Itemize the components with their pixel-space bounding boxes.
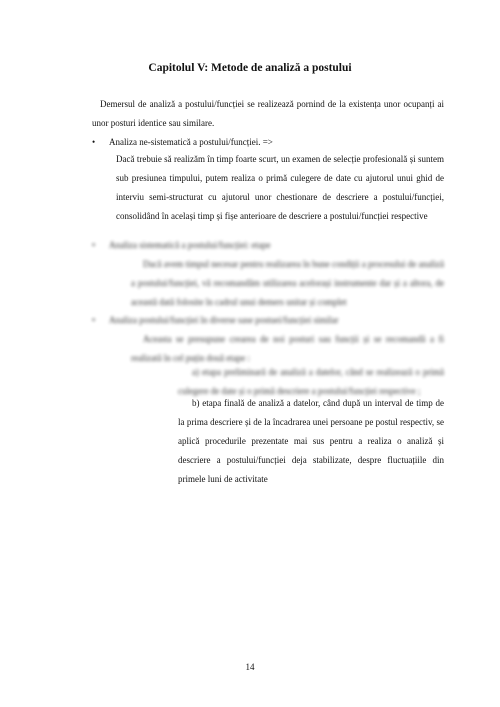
paragraph-2: Dacă avem timpul necesar pentru realizarea în bune condiții a procesului de analiză a postului/funcției, vă recomandăm utilizarea acelorași instrumente dar și a altora, de această dată folosite în cadrul unui demers unitar și complet	[131, 259, 444, 307]
bullet-icon: •	[92, 315, 96, 325]
bullet-2-text: Analiza sistematică a postului/funcției: etape	[109, 240, 271, 250]
bullet-item-2	[92, 236, 444, 255]
bullet-item-3	[92, 311, 444, 330]
page-number: 14	[245, 662, 255, 672]
intro-paragraph: Demersul de analiză a postului/funcției se realizează pornind de la existența unor ocupanți ai unor posturi identice sau similare.	[92, 99, 444, 128]
chapter-title: Capitolul V: Metode de analiză a postului	[148, 62, 352, 74]
bullet-icon: •	[92, 137, 96, 147]
bullet-3-text: Analiza postului/funcției în diverse sase postuei/funcției similar	[109, 315, 339, 325]
bullet-icon: •	[92, 240, 96, 250]
paragraph-1: Dacă trebuie să realizăm în timp foarte scurt, un examen de selecție profesională și suntem sub presiunea timpului, putem realiza o primă culegere de date cu ajutorul unui ghid de interviu semi-structurat cu ajutorul unor chestionare de descriere a postului/funcției, consolidând în același timp și fișe anterioare de descriere a postului/funcției respective	[116, 154, 444, 221]
list-item-b: b) etapa finală de analiză a datelor, când după un interval de timp de la prima descriere și de la încadrarea unei persoane pe postul respectiv, se aplică procedurile prezentate mai sus pentru a realiza o analiză și descriere a postului/funcției deja stabilizate, despre fluctuațiile din primele luni de activitate	[178, 398, 444, 484]
bullet-1-text: Analiza ne-sistematică a postului/funcției. =>	[109, 137, 273, 147]
list-item-a: a) etapa preliminară de analiză a datelor, când se realizează o primă culegere de date și o primă descriere a postului/funcției respective ;	[178, 367, 444, 396]
paragraph-3: Aceasta se presupune crearea de noi posturi sau funcții și se recomandă a fi realizată în cel puțin două etape :	[131, 334, 444, 363]
